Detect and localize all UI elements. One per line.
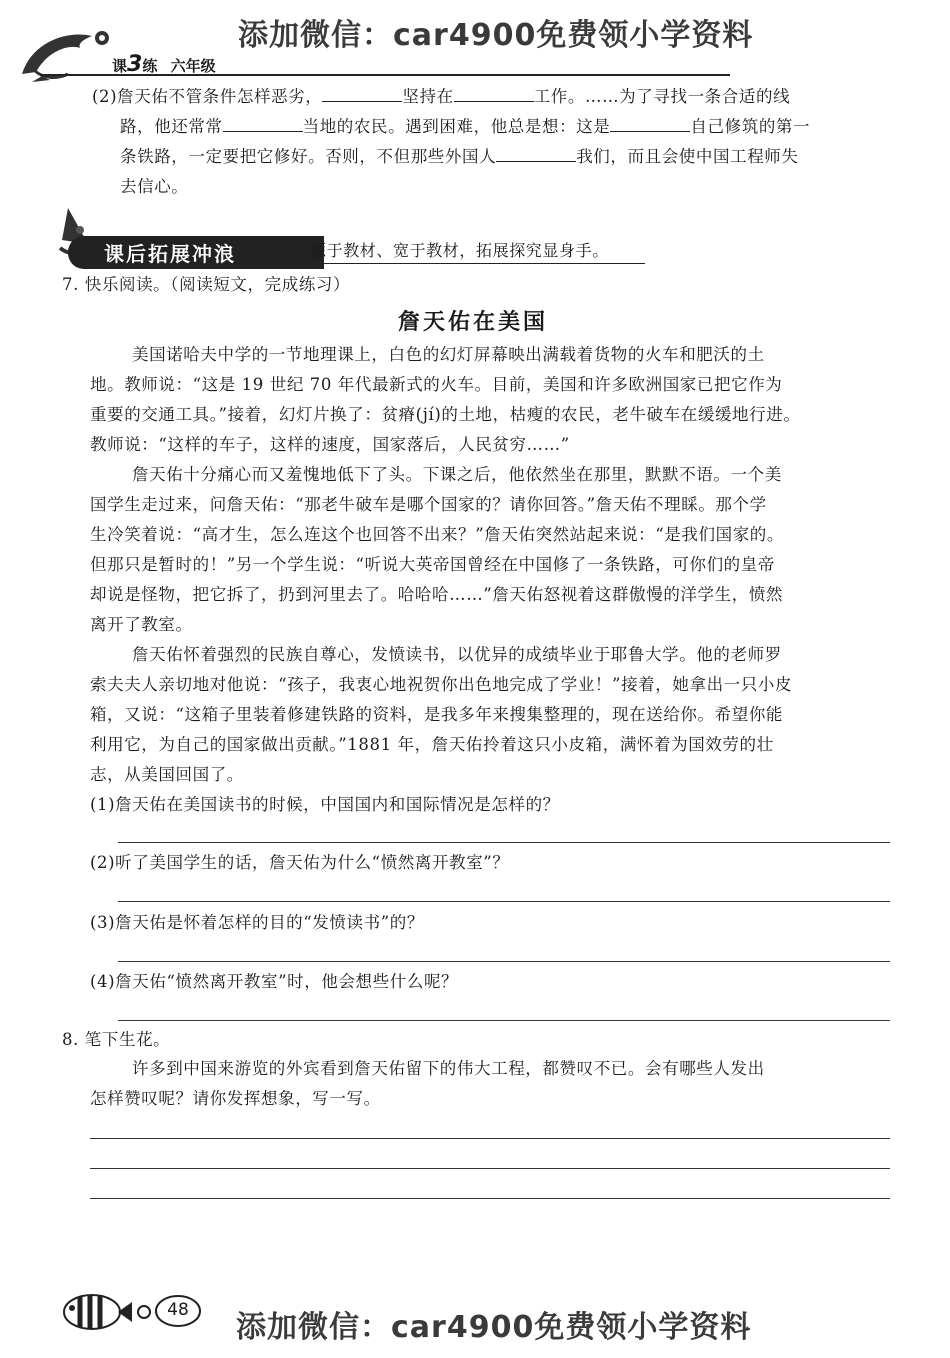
q8-line-2: 怎样赞叹呢？请你发挥想象，写一写。 [90,1089,381,1108]
p3-line-1: 詹天佑怀着强烈的民族自尊心，发愤读书，以优异的成绩毕业于耶鲁大学。他的老师罗 [132,645,782,664]
writing-line-1[interactable] [90,1138,890,1139]
slogan-underline [300,263,645,264]
q8-heading: 8. 笔下生花。 [62,1030,171,1049]
q6-line-2 [120,112,810,142]
question-3: (3)詹天佑是怀着怎样的目的“发愤读书”的？ [90,913,424,932]
blank-4[interactable] [610,113,690,132]
q6-l2-b: 当地的农民。遇到困难，他总是想：这是 [302,117,611,136]
answer-line-2[interactable] [118,901,890,902]
answer-line-4[interactable] [118,1020,890,1021]
lesson-label [112,52,216,77]
question-1: (1)詹天佑在美国读书的时候，中国国内和国际情况是怎样的？ [90,795,560,814]
q6-l3-a: 条铁路，一定要把它修好。否则，不但那些外国人 [120,147,497,166]
lesson-number: 3 [127,52,143,77]
q6-line-3 [120,142,799,172]
p2-line-1: 詹天佑十分痛心而又羞愧地低下了头。下课之后，他依然坐在那里，默默不语。一个美 [132,465,782,484]
p3-line-2: 索夫夫人亲切地对他说：“孩子，我衷心地祝贺你出色地完成了学业！”接着，她拿出一只小皮 [90,675,793,694]
p3-line-5: 志，从美国回国了。 [90,765,244,784]
p1-line-2: 地。教师说：“这是 19 世纪 70 年代最新式的火车。目前，美国和许多欧洲国家已把它作为 [90,375,783,394]
blank-2[interactable] [454,83,534,102]
lesson-tail: 练 [142,57,158,75]
p3-line-4: 利用它，为自己的国家做出贡献。”1881 年，詹天佑拎着这只小皮箱，满怀着为国效劳的壮 [90,735,774,754]
bottom-watermark: 添加微信：car4900免费领小学资料 [236,1310,752,1345]
section-slogan: 源于教材、宽于教材，拓展探究显身手。 [310,241,609,260]
q6-l2-c: 自己修筑的第一 [690,117,811,136]
blank-1[interactable] [322,83,402,102]
grade-label: 六年级 [170,57,216,75]
question-4: (4)詹天佑“愤然离开教室”时，他会想些什么呢？ [90,972,459,991]
blank-3[interactable] [223,113,303,132]
section-banner: 课后拓展冲浪 [68,236,324,269]
question-2: (2)听了美国学生的话，詹天佑为什么“愤然离开教室”？ [90,853,510,872]
writing-line-2[interactable] [90,1168,890,1169]
q8-line-1: 许多到中国来游览的外宾看到詹天佑留下的伟大工程，都赞叹不已。会有哪些人发出 [132,1059,765,1078]
p1-line-1: 美国诺哈夫中学的一节地理课上，白色的幻灯屏幕映出满载着货物的火车和肥沃的土 [132,345,765,364]
lesson-label-text: 课 [112,57,128,75]
q6-l3-b: 我们，而且会使中国工程师失 [576,147,799,166]
q6-l1-c: 工作。……为了寻找一条合适的线 [533,87,791,106]
q7-heading: 7. 快乐阅读。（阅读短文，完成练习） [62,275,351,294]
p2-line-3: 生冷笑着说：“高才生，怎么连这个也回答不出来？”詹天佑突然站起来说：“是我们国家的。 [90,525,785,544]
q6-l1-a: (2)詹天佑不管条件怎样恶劣， [92,87,323,106]
page-number: 48 [167,1300,189,1320]
top-watermark: 添加微信：car4900免费领小学资料 [238,18,754,53]
q6-line-1 [92,82,790,112]
p2-line-2: 国学生走过来，问詹天佑：“那老牛破车是哪个国家的？请你回答。”詹天佑不理睬。那个学 [90,495,767,514]
blank-5[interactable] [496,143,576,162]
p2-line-4: 但那只是暂时的！”另一个学生说：“听说大英帝国曾经在中国修了一条铁路，可你们的皇帝 [90,555,775,574]
q6-l1-b: 坚持在 [402,87,454,106]
fish-icon [58,1288,154,1336]
q6-l2-a: 路，他还常常 [120,117,223,136]
q6-line-4: 去信心。 [120,177,189,196]
p3-line-3: 箱，又说：“这箱子里装着修建铁路的资料，是我多年来搜集整理的，现在送给你。希望你能 [90,705,784,724]
answer-line-3[interactable] [118,961,890,962]
p2-line-5: 却说是怪物，把它拆了，扔到河里去了。哈哈哈……”詹天佑怒视着这群傲慢的洋学生，愤然 [90,585,784,604]
p1-line-4: 教师说：“这样的车子，这样的速度，国家落后，人民贫穷……” [90,435,570,454]
passage-title: 詹天佑在美国 [398,309,549,335]
writing-line-3[interactable] [90,1198,890,1199]
answer-line-1[interactable] [118,842,890,843]
p2-line-6: 离开了教室。 [90,615,193,634]
p1-line-3: 重要的交通工具。”接着，幻灯片换了：贫瘠(jí)的土地，枯瘦的农民，老牛破车在缓缓地行进。 [90,405,801,424]
banner-tail [286,236,310,266]
